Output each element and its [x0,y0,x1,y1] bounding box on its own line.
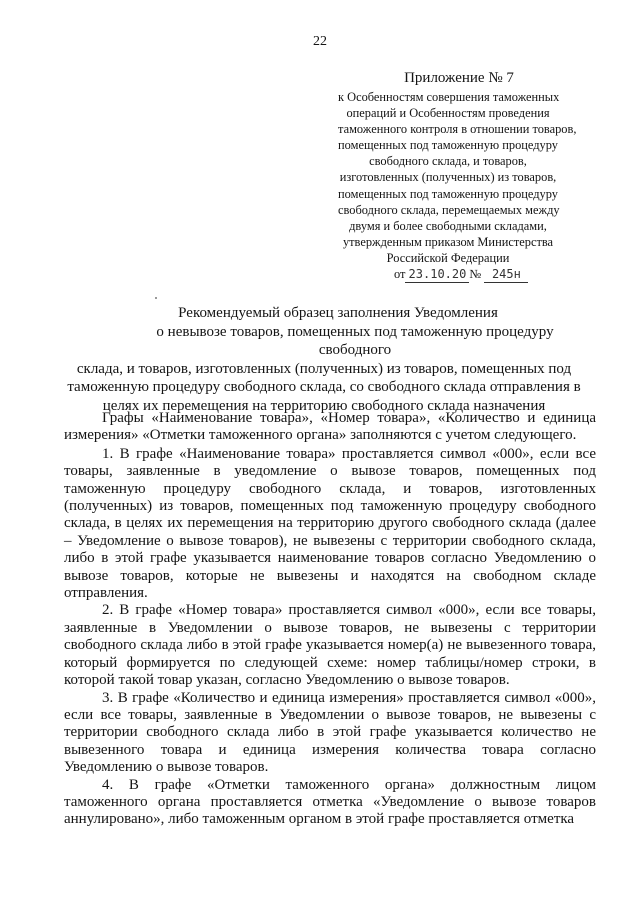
document-heading [64,304,584,416]
order-date: 23.10.20 [405,266,469,283]
appendix-line: изготовленных (полученных) из товаров, [339,170,557,185]
appendix-line: помещенных под таможенную процедуру [338,186,558,201]
appendix-line: операций и Особенностям проведения [346,106,550,121]
document-body [64,410,596,829]
appendix-line: двумя и более свободными складами, [349,218,547,233]
scan-speck [155,297,157,299]
appendix-line: таможенного контроля в отношении товаров, [338,122,577,137]
heading-line: склада, и товаров, изготовленных (полученных) из товаров, помещенных под [76,360,572,377]
appendix-line: свободного склада, перемещаемых между [338,202,560,217]
paragraph-item-2: 2. В графе «Номер товара» проставляется символ «000», если все товары, заявленные в Уведомлении о вывозе товаров, не вывезены с территории свободного склада либо в этой графе указывается номер(а) не вывезенного товара, который формируется по следующей схеме: номер таблицы/номер строки, в которой такой товар указан, согласно Уведомлению о вывозе товаров. [64,602,596,689]
page-number: 22 [313,34,327,49]
appendix-line: свободного склада, и товаров, [369,154,527,169]
paragraph-item-4: 4. В графе «Отметки таможенного органа» должностным лицом таможенного органа проставляется отметка «Уведомление о вывозе товаров аннулировано», либо таможенным органом в этой графе проставляется отметка [64,776,596,828]
appendix-block [338,70,577,283]
order-prefix: от [394,267,406,282]
paragraph-item-1: 1. В графе «Наименование товара» проставляется символ «000», если все товары, заявленные в уведомление о вывозе товаров, помещенных под таможенную процедуру свободного склада, и товаров, изготовленных (полученных) из товаров, помещенных под таможенную процедуру свободного склада, в целях их перемещения на территорию другого свободного склада (далее – Уведомление о вывозе товаров), не вывезены с территории свободного склада, либо в этой графе указывается наименование товаров согласно Уведомлению о вывозе товаров, которые не вывезены и находятся на свободном складе отправления. [64,445,596,602]
intro-paragraph: Графы «Наименование товара», «Номер товара», «Количество и единица измерения» «Отметки таможенного органа» заполняются с учетом следующего. [64,410,596,444]
heading-line: целях их перемещения на территорию свободного склада назначения [102,397,546,414]
appendix-title: Приложение № 7 [404,70,514,86]
appendix-line: утвержденным приказом Министерства [342,234,554,249]
heading-line: Рекомендуемый образец заполнения Уведомления [178,305,498,321]
appendix-line: помещенных под таможенную процедуру [338,138,558,153]
appendix-line: к Особенностям совершения таможенных [338,90,560,104]
appendix-line: Российской Федерации [386,250,510,265]
order-number: 245н [484,266,528,283]
order-reference [338,266,558,283]
heading-line: таможенную процедуру свободного склада, со свободного склада отправления в [67,379,581,396]
paragraph-item-3: 3. В графе «Количество и единица измерения» проставляется символ «000», если все товары, заявленные в Уведомлении о вывозе товаров, не вывезены с территории свободного склада либо в этой графе указывается количество не вывезенного товара и единица измерения количества товара согласно Уведомлению о вывозе товаров. [64,689,596,776]
heading-line: о невывозе товаров, помещенных под таможенную процедуру свободного [156,323,554,359]
order-number-label: № [469,267,482,282]
